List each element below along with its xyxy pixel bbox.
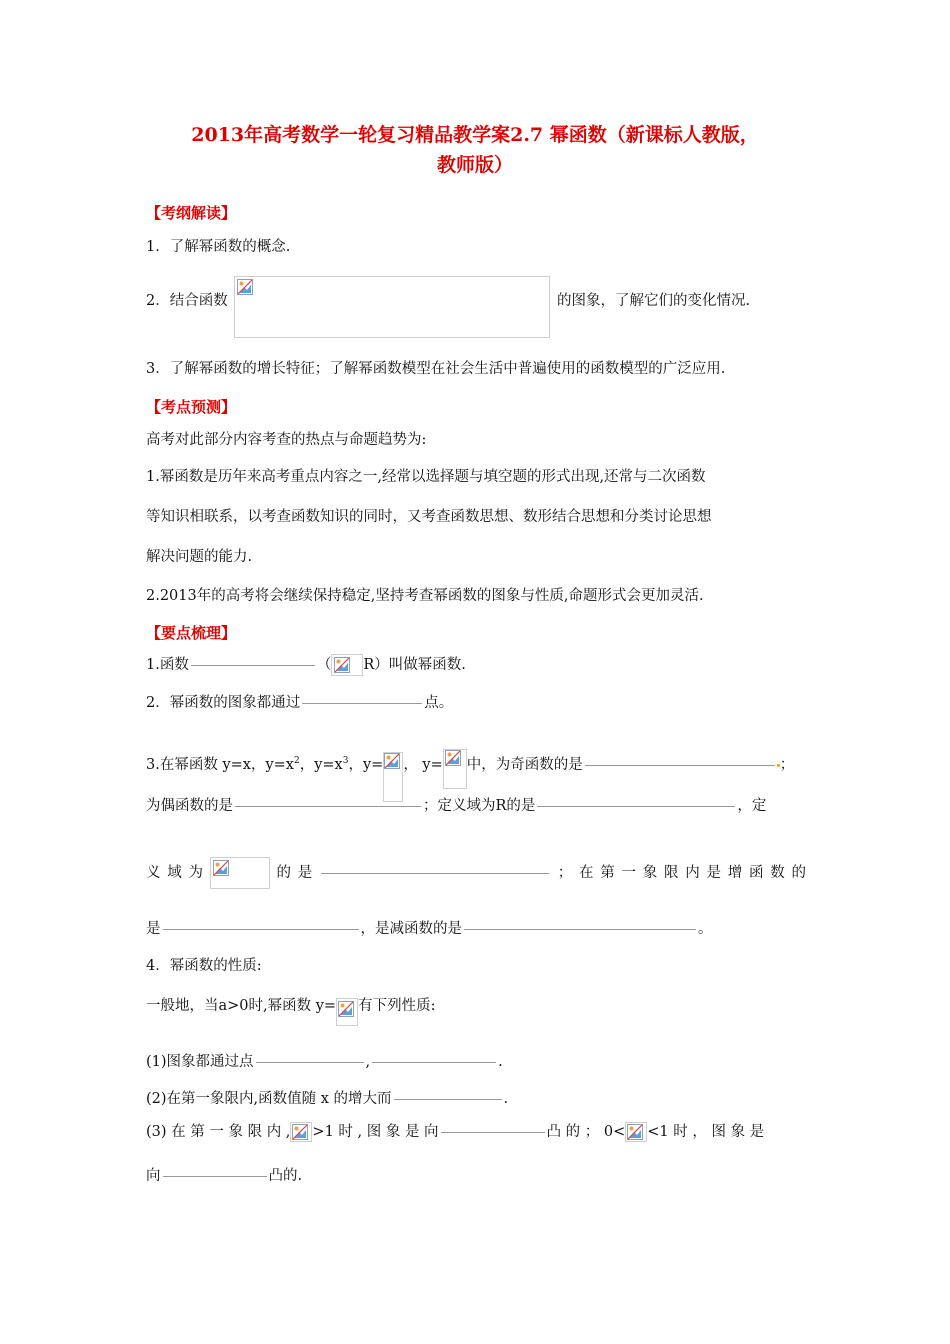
- broken-image-icon: [445, 750, 461, 766]
- formula-image: [443, 749, 467, 789]
- kp3c-char: 一: [621, 865, 636, 881]
- kp3c-char: ；: [557, 865, 573, 881]
- keypoint-2: [146, 693, 453, 713]
- kp4-suffix: 有下列性质:: [358, 998, 436, 1014]
- property-1: [146, 1052, 503, 1072]
- formula-image: [331, 654, 363, 676]
- prop2-prefix: (2)在第一象限内,函数值随 x 的增大而: [146, 1091, 392, 1107]
- kp3c-char: 的: [791, 865, 806, 881]
- kp1-prefix: 1.函数: [146, 657, 189, 673]
- kp3-semicolon: ；: [779, 757, 795, 773]
- kp3d-suffix: 。: [698, 921, 713, 937]
- kp3c-char: 是: [706, 865, 721, 881]
- syllabus-item-3: 3．了解幂函数的增长特征；了解幂函数模型在社会生活中普遍使用的函数模型的广泛应用.: [146, 361, 726, 377]
- kp3-text-a: 3.在幂函数 y=x，y=x: [146, 757, 294, 773]
- property-3-line1: [146, 1122, 764, 1142]
- blank-convex-1: [441, 1132, 545, 1133]
- prop3b-suffix: 凸的.: [268, 1168, 303, 1184]
- prop3-mid: >1 时 , 图 象 是 向: [312, 1124, 439, 1140]
- kp3c-char: 象: [642, 865, 658, 881]
- keypoint-1: [146, 654, 466, 676]
- property-3-line2: [146, 1166, 302, 1186]
- kp3c-char: 为: [188, 865, 203, 881]
- title-line-2: 教师版）: [436, 154, 513, 176]
- blank-convex-2: [163, 1176, 267, 1177]
- keypoint-4-intro: [146, 992, 435, 1020]
- exponent-2: 2: [293, 756, 300, 767]
- prop1-comma: ,: [365, 1054, 371, 1070]
- section-heading-keypoints: 【要点梳理】: [146, 624, 237, 642]
- kp3c-char: 增: [727, 865, 743, 881]
- kp3-text-b: ，y=x: [299, 757, 343, 773]
- kp3d-prefix: 是: [146, 921, 161, 937]
- formula-image: [234, 276, 550, 338]
- property-2: [146, 1089, 508, 1109]
- forecast-p1-line3: 解决问题的能力.: [146, 549, 253, 565]
- syllabus-item-2: [146, 276, 750, 338]
- prop3-mid2: 凸 的 ； 0<: [546, 1124, 626, 1140]
- broken-image-icon: [334, 657, 350, 673]
- kp3c-char: 的: [276, 865, 291, 881]
- formula-image: [336, 998, 358, 1026]
- kp3c-char: 义: [146, 865, 161, 881]
- blank-2: [302, 703, 422, 704]
- prop3-suffix: <1 时 ， 图 象 是: [647, 1124, 765, 1140]
- kp3c-char: 是: [297, 865, 313, 881]
- broken-image-icon: [384, 753, 400, 769]
- kp2-prefix: 2．幂函数的图象都通过: [146, 695, 301, 711]
- item2-prefix: 2．结合函数: [146, 293, 228, 309]
- broken-image-icon: [237, 279, 253, 295]
- item2-suffix: 的图象，了解它们的变化情况.: [556, 293, 751, 309]
- kp1-paren: （: [316, 657, 332, 673]
- kp3d-mid: ，是减函数的是: [360, 921, 462, 937]
- section-heading-forecast: 【考点预测】: [146, 398, 237, 416]
- title-line-1: 2013年高考数学一轮复习精品教学案2.7 幂函数（新课标人教版，: [191, 124, 759, 146]
- blank-increasing: [163, 929, 359, 930]
- forecast-p1-line1: 1.幂函数是历年来高考重点内容之一,经常以选择题与填空题的形式出现,还常与二次函数: [146, 469, 706, 485]
- kp3c-char: 内: [685, 865, 700, 881]
- blank-odd: [585, 765, 775, 766]
- blank-monotone: [394, 1099, 502, 1100]
- kp3c-char: 在: [579, 865, 594, 881]
- kp3c-char: 函: [749, 865, 764, 881]
- keypoint-3-line3: [146, 857, 806, 889]
- broken-image-icon: [338, 1001, 354, 1017]
- formula-image: [625, 1122, 647, 1142]
- keypoint-4: 4．幂函数的性质:: [146, 958, 262, 974]
- blank-decreasing: [464, 929, 696, 930]
- broken-image-icon: [292, 1124, 308, 1140]
- kp3c-char: 域: [167, 865, 182, 881]
- broken-image-icon: [627, 1124, 643, 1140]
- section-heading-syllabus: 【考纲解读】: [146, 204, 237, 222]
- blank-even: [235, 806, 421, 807]
- keypoint-3-line2: [146, 796, 766, 816]
- forecast-p2: 2.2013年的高考将会继续保持稳定,坚持考查幂函数的图象与性质,命题形式会更加灵活.: [146, 588, 704, 604]
- forecast-p1-line2: 等知识相联系，以考查函数知识的同时，又考查函数思想、数形结合思想和分类讨论思想: [146, 509, 712, 525]
- blank-point-1: [256, 1062, 364, 1063]
- syllabus-item-1: 1．了解幂函数的概念.: [146, 239, 291, 255]
- kp3b-suffix: ，定: [737, 798, 767, 814]
- formula-image: [290, 1122, 312, 1142]
- kp2-suffix: 点。: [424, 695, 454, 711]
- keypoint-3-line1: [146, 740, 794, 790]
- formula-image: [210, 857, 270, 889]
- prop3b-prefix: 向: [146, 1168, 161, 1184]
- blank-point-2: [372, 1062, 496, 1063]
- prop1-prefix: (1)图象都通过点: [146, 1054, 254, 1070]
- prop3-prefix: (3) 在 第 一 象 限 内 ,: [146, 1124, 291, 1140]
- kp3c-char: 限: [664, 865, 679, 881]
- kp4-prefix: 一般地，当a>0时,幂函数 y=: [146, 998, 337, 1014]
- broken-image-icon: [213, 860, 229, 876]
- kp3b-prefix: 为偶函数的是: [146, 798, 233, 814]
- kp3-text-d: ， y=: [403, 757, 443, 773]
- blank-domain-special: [321, 873, 549, 874]
- blank-1: [191, 665, 315, 666]
- forecast-intro: 高考对此部分内容考查的热点与命题趋势为:: [146, 432, 427, 448]
- kp3b-mid: ；定义域为R的是: [423, 798, 536, 814]
- exponent-3: 3: [342, 756, 349, 767]
- kp3-text-c: ，y=: [348, 757, 384, 773]
- blank-domain-r: [537, 806, 735, 807]
- keypoint-3-line4: [146, 919, 713, 939]
- prop1-end: .: [498, 1054, 503, 1070]
- kp3-text-e: 中，为奇函数的是: [466, 757, 583, 773]
- document-title: [100, 120, 850, 180]
- kp1-suffix: R）叫做幂函数.: [363, 657, 466, 673]
- formula-image: [383, 752, 403, 802]
- prop2-end: .: [503, 1091, 509, 1107]
- kp3c-char: 第: [600, 865, 615, 881]
- kp3c-char: 数: [770, 865, 785, 881]
